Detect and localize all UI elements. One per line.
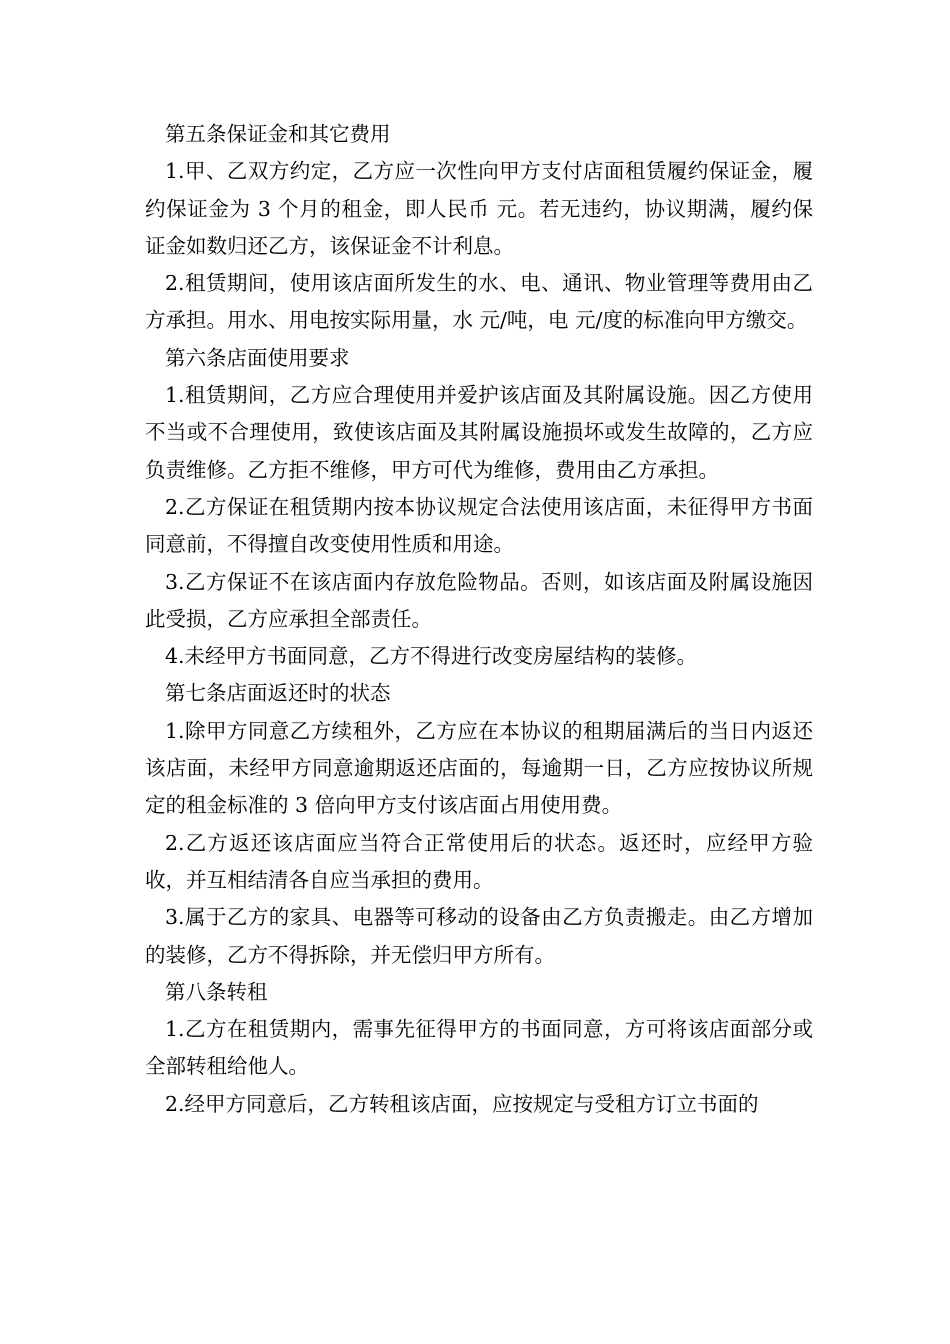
clause-6-4: 4.未经甲方书面同意，乙方不得进行改变房屋结构的装修。 xyxy=(165,644,698,669)
clause-5-2: 2.租赁期间，使用该店面所发生的水、电、通讯、物业管理等费用由乙方承担。用水、用电按实际用量，水 元/吨，电 元/度的标准向甲方缴交。 xyxy=(145,271,813,333)
section-heading-7: 第七条店面返还时的状态 xyxy=(165,681,391,706)
document-body xyxy=(145,116,813,1123)
clause-8-2: 2.经甲方同意后，乙方转租该店面，应按规定与受租方订立书面的 xyxy=(165,1091,759,1116)
clause-6-1: 1.租赁期间，乙方应合理使用并爱护该店面及其附属设施。因乙方使用不当或不合理使用，致使该店面及其附属设施损坏或发生故障的，乙方应负责维修。乙方拒不维修，甲方可代为维修，费用由乙方承担。 xyxy=(145,383,813,482)
section-heading-6: 第六条店面使用要求 xyxy=(165,345,350,370)
clause-6-3: 3.乙方保证不在该店面内存放危险物品。否则，如该店面及附属设施因此受损，乙方应承担全部责任。 xyxy=(145,569,813,631)
clause-5-1: 1.甲、乙双方约定，乙方应一次性向甲方支付店面租赁履约保证金，履约保证金为 3 个月的租金，即人民币 元。若无违约，协议期满，履约保证金如数归还乙方，该保证金不计利息。 xyxy=(145,159,813,258)
section-heading-8: 第八条转租 xyxy=(165,979,268,1004)
section-heading-5: 第五条保证金和其它费用 xyxy=(165,122,391,146)
clause-7-1: 1.除甲方同意乙方续租外，乙方应在本协议的租期届满后的当日内返还该店面，未经甲方同意逾期返还店面的，每逾期一日，乙方应按协议所规定的租金标准的 3 倍向甲方支付该店面占用使用费。 xyxy=(145,718,813,818)
clause-7-3: 3.属于乙方的家具、电器等可移动的设备由乙方负责搬走。由乙方增加的装修，乙方不得拆除，并无偿归甲方所有。 xyxy=(145,905,813,967)
clause-7-2: 2.乙方返还该店面应当符合正常使用后的状态。返还时，应经甲方验收，并互相结清各自应当承担的费用。 xyxy=(145,830,813,892)
clause-6-2: 2.乙方保证在租赁期内按本协议规定合法使用该店面，未征得甲方书面同意前，不得擅自改变使用性质和用途。 xyxy=(145,494,813,557)
clause-8-1: 1.乙方在租赁期内，需事先征得甲方的书面同意，方可将该店面部分或全部转租给他人。 xyxy=(145,1017,813,1079)
